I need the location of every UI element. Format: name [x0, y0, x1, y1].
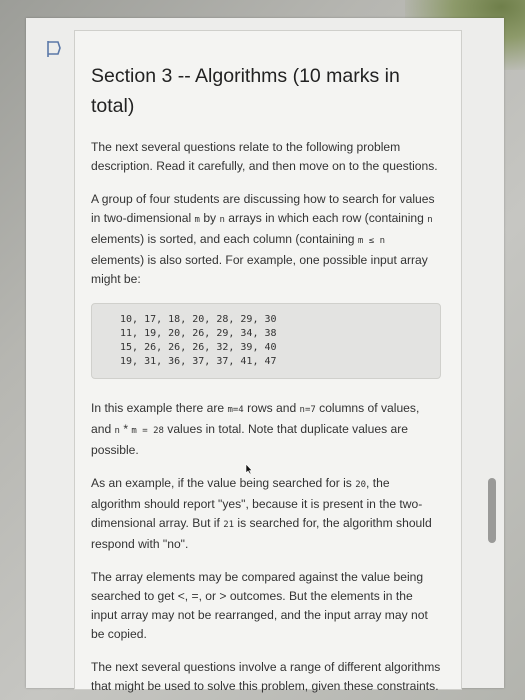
n-times-m: n	[114, 426, 120, 436]
n-equals-7: n=7	[299, 405, 316, 415]
flag-icon[interactable]	[46, 40, 62, 58]
screen	[26, 18, 504, 693]
intro-paragraph: The next several questions relate to the following problem description. Read it carefully, and then move on to the questions.	[91, 140, 438, 173]
m-equals-4: m=4	[227, 405, 244, 415]
value-21: 21	[223, 520, 235, 530]
equals-28: m = 28	[131, 426, 164, 436]
array-row: 19, 31, 36, 37, 37, 41, 47	[120, 356, 277, 367]
section-title: Section 3 -- Algorithms (10 marks in total)	[91, 65, 400, 117]
search-example-paragraph: As an example, if the value being searched for is 20, the algorithm should report "yes", because it is present in the two-dimensional array. But if 21 is searched for, the algorithm should respond with "no".	[91, 476, 432, 551]
array-row: 15, 26, 26, 26, 32, 39, 40	[120, 342, 277, 353]
problem-paragraph: A group of four students are discussing how to search for values in two-dimensional m by n arrays in which each row (containing n elements) is sorted, and each column (containing m ≤ n elements) is also sorted. For example, one possible input array might be:	[91, 192, 435, 286]
comparison-paragraph: The array elements may be compared against the value being searched to get <, =, or > outcomes. But the elements in the input array may not be rearranged, and the input array may not be copied.	[91, 570, 428, 641]
var-m-le-n: m ≤ n	[357, 236, 385, 246]
example-array-block	[91, 303, 441, 379]
array-row: 10, 17, 18, 20, 28, 29, 30	[120, 314, 277, 325]
dimensions-paragraph: In this example there are m=4 rows and n=7 columns of values, and n * m = 28 values in total. Note that duplicate values are possible.	[91, 401, 420, 457]
value-20: 20	[355, 480, 367, 490]
var-n: n	[219, 215, 225, 225]
closing-paragraph: The next several questions involve a range of different algorithms that might be used to solve this problem, given these constraints.	[91, 660, 441, 693]
scrollbar[interactable]	[488, 18, 496, 688]
mouse-cursor-icon	[245, 463, 253, 475]
array-row: 11, 19, 20, 26, 29, 34, 38	[120, 328, 277, 339]
scrollbar-thumb[interactable]	[488, 478, 496, 543]
var-m: m	[194, 215, 200, 225]
question-section-card	[74, 30, 462, 693]
var-n: n	[427, 215, 433, 225]
